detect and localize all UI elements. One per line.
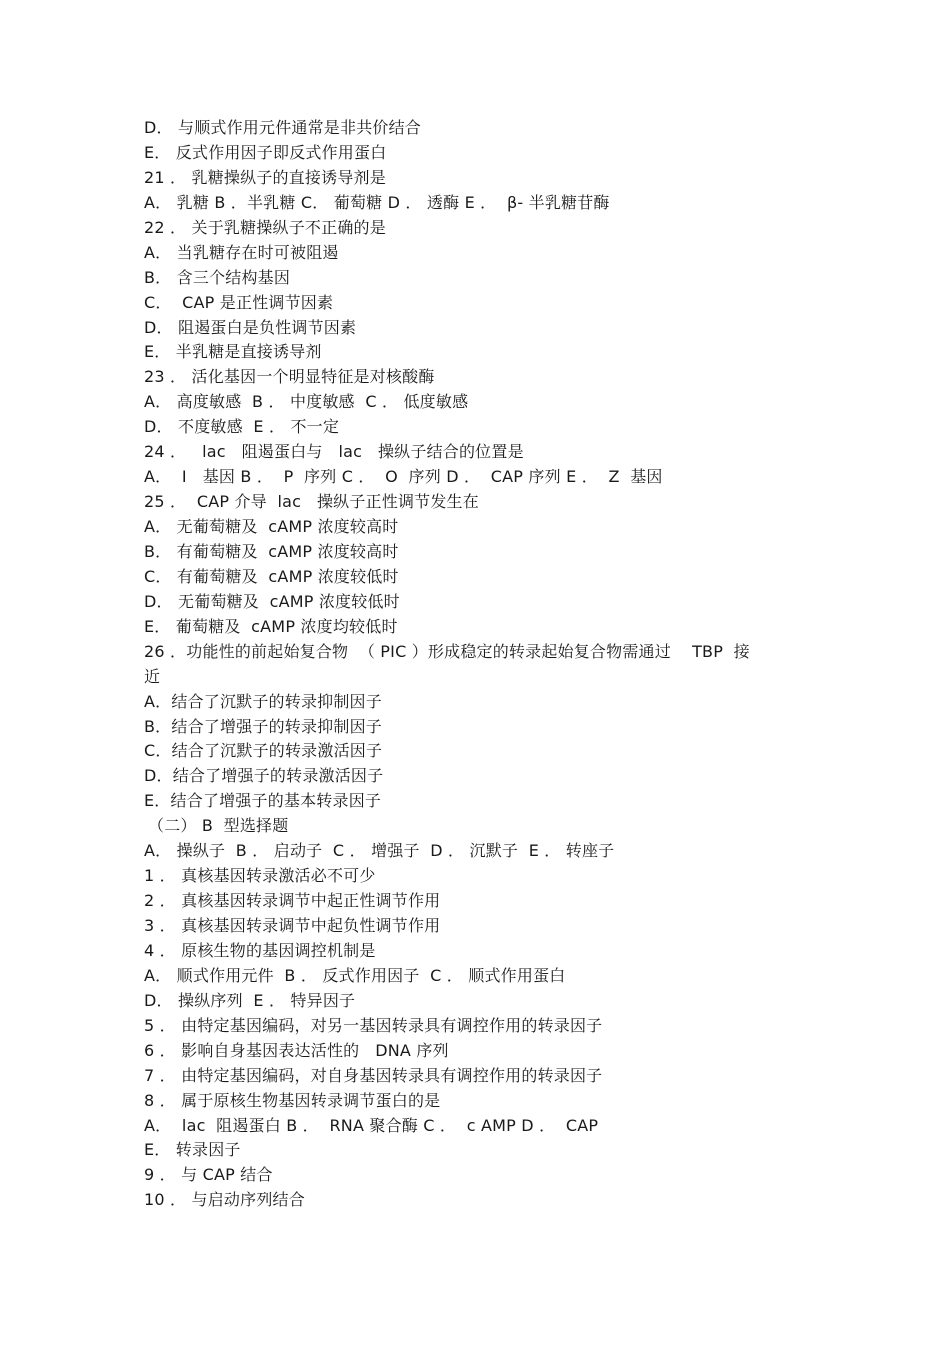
question-line: 10 ． 与启动序列结合 [144,1190,305,1210]
option-line: D． 操纵序列 E ． 特异因子 [144,990,356,1010]
option-line: A． I 基因 B ． P 序列 C ． O 序列 D ． CAP 序列 E ． Z 基因 [144,467,663,487]
option-line: D．结合了增强子的转录激活因子 [144,766,384,786]
option-line: B． 含三个结构基因 [144,267,291,287]
option-line: D． 不度敏感 E ． 不一定 [144,417,340,437]
option-line: E． 转录因子 [144,1140,241,1160]
option-line: B．结合了增强子的转录抑制因子 [144,716,382,736]
option-line: A． 操纵子 B ． 启动子 C ． 增强子 D ． 沉默子 E ． 转座子 [144,841,615,861]
question-line: 8 ． 属于原核生物基因转录调节蛋白的是 [144,1090,441,1110]
question-line: 6 ． 影响自身基因表达活性的 DNA 序列 [144,1040,449,1060]
question-line: 22 ． 关于乳糖操纵子不正确的是 [144,217,386,237]
option-line: C． 有葡萄糖及 cAMP 浓度较低时 [144,566,399,586]
option-line: A．结合了沉默子的转录抑制因子 [144,691,382,711]
option-line: E． 葡萄糖及 cAMP 浓度均较低时 [144,616,398,636]
document-body [144,116,814,1213]
section-heading: （二） B 型选择题 [148,816,289,836]
question-line: 21 ． 乳糖操纵子的直接诱导剂是 [144,167,386,187]
option-line: D． 无葡萄糖及 cAMP 浓度较低时 [144,591,400,611]
question-line-continuation: 近 [144,666,161,686]
option-line: C． CAP 是正性调节因素 [144,292,334,312]
option-line: C．结合了沉默子的转录激活因子 [144,741,383,761]
option-line: E． 反式作用因子即反式作用蛋白 [144,142,387,162]
option-line: A． lac 阻遏蛋白 B ． RNA 聚合酶 C ． c AMP D ． CAP [144,1115,599,1135]
question-line: 24 ． lac 阻遏蛋白与 lac 操纵子结合的位置是 [144,442,524,462]
option-line: A． 当乳糖存在时可被阻遏 [144,242,339,262]
question-line: 23 ． 活化基因一个明显特征是对核酸酶 [144,367,435,387]
option-line: A． 高度敏感 B ． 中度敏感 C ． 低度敏感 [144,392,469,412]
question-line: 9 ． 与 CAP 结合 [144,1165,273,1185]
question-line: 4 ． 原核生物的基因调控机制是 [144,940,376,960]
question-line: 5 ． 由特定基因编码，对另一基因转录具有调控作用的转录因子 [144,1015,603,1035]
question-line: 2 ． 真核基因转录调节中起正性调节作用 [144,891,441,911]
option-line: E．结合了增强子的基本转录因子 [144,791,382,811]
option-line: D． 阻遏蛋白是负性调节因素 [144,317,357,337]
question-line: 26 ．功能性的前起始复合物 （ PIC ）形成稳定的转录起始复合物需通过 TBP 接 [144,641,750,661]
option-line: A． 乳糖 B ．半乳糖 C． 葡萄糖 D ． 透酶 E ． β- 半乳糖苷酶 [144,192,610,212]
question-line: 1 ． 真核基因转录激活必不可少 [144,866,376,886]
question-line: 7 ． 由特定基因编码，对自身基因转录具有调控作用的转录因子 [144,1065,603,1085]
question-line: 3 ． 真核基因转录调节中起负性调节作用 [144,916,441,935]
option-line: A． 顺式作用元件 B ． 反式作用因子 C ． 顺式作用蛋白 [144,965,566,985]
option-line: A． 无葡萄糖及 cAMP 浓度较高时 [144,517,399,536]
question-line: 25 ． CAP 介导 lac 操纵子正性调节发生在 [144,492,479,512]
option-line: E． 半乳糖是直接诱导剂 [144,342,322,362]
option-line: B． 有葡萄糖及 cAMP 浓度较高时 [144,541,399,561]
option-line: D． 与顺式作用元件通常是非共价结合 [144,118,422,137]
